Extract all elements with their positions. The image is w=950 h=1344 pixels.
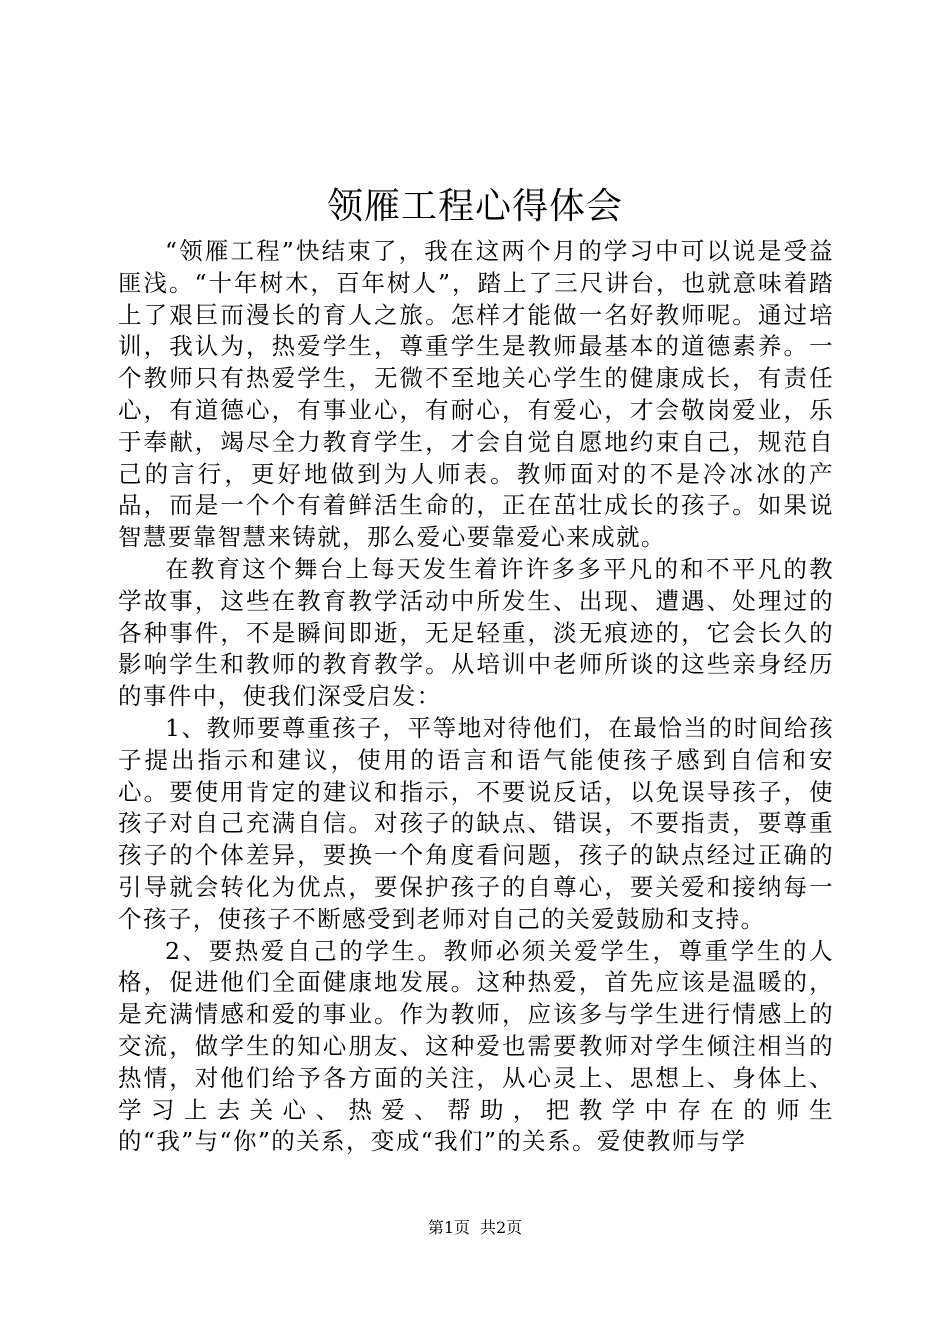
page-number: 第1页 [427,1218,470,1237]
paragraph-intro: “领雁工程”快结束了，我在这两个月的学习中可以说是受益匪浅。“十年树木，百年树人”，踏上了三尺讲台，也就意味着踏上了艰巨而漫长的育人之旅。怎样才能做一名好教师呢。通过培训，我认为，热爱学生，尊重学生是教师最基本的道德素养。一个教师只有热爱学生，无微不至地关心学生的健康成长，有责任心，有道德心，有事业心，有耐心，有爱心，才会敬岗爱业，乐于奉献，竭尽全力教育学生，才会自觉自愿地约束自己，规范自己的言行，更好地做到为人师表。教师面对的不是冷冰冰的产品，而是一个个有着鲜活生命的，正在茁壮成长的孩子。如果说智慧要靠智慧来铸就，那么爱心要靠爱心来成就。 [118,237,834,552]
paragraph-stage: 在教育这个舞台上每天发生着许许多多平凡的和不平凡的教学故事，这些在教育教学活动中所发生、出现、遭遇、处理过的各种事件，不是瞬间即逝，无足轻重，淡无痕迹的，它会长久的影响学生和教师的教育教学。从培训中老师所谈的这些亲身经历的事件中，使我们深受启发： [118,554,834,711]
page-total: 共2页 [480,1218,523,1237]
paragraph-point-2: 2、要热爱自己的学生。教师必须关爱学生，尊重学生的人格，促进他们全面健康地发展。这种热爱，首先应该是温暖的，是充满情感和爱的事业。作为教师，应该多与学生进行情感上的交流，做学生的知心朋友、这种爱也需要教师对学生倾注相当的热情，对他们给予各方面的关注，从心灵上、思想上、身体上、学习上去关心、热爱、帮助，把教学中存在的师生的“我”与“你”的关系，变成“我们”的关系。爱使教师与学 [118,936,834,1156]
paragraph-point-1: 1、教师要尊重孩子，平等地对待他们，在最恰当的时间给孩子提出指示和建议，使用的语言和语气能使孩子感到自信和安心。要使用肯定的建议和指示，不要说反话，以免误导孩子，使孩子对自己充满自信。对孩子的缺点、错误，不要指责，要尊重孩子的个体差异，要换一个角度看问题，孩子的缺点经过正确的引导就会转化为优点，要保护孩子的自尊心，要关爱和接纳每一个孩子，使孩子不断感受到老师对自己的关爱鼓励和支持。 [118,713,834,933]
page-footer [0,1216,950,1240]
document-body [118,236,834,1158]
document-title: 领雁工程心得体会 [326,186,623,227]
